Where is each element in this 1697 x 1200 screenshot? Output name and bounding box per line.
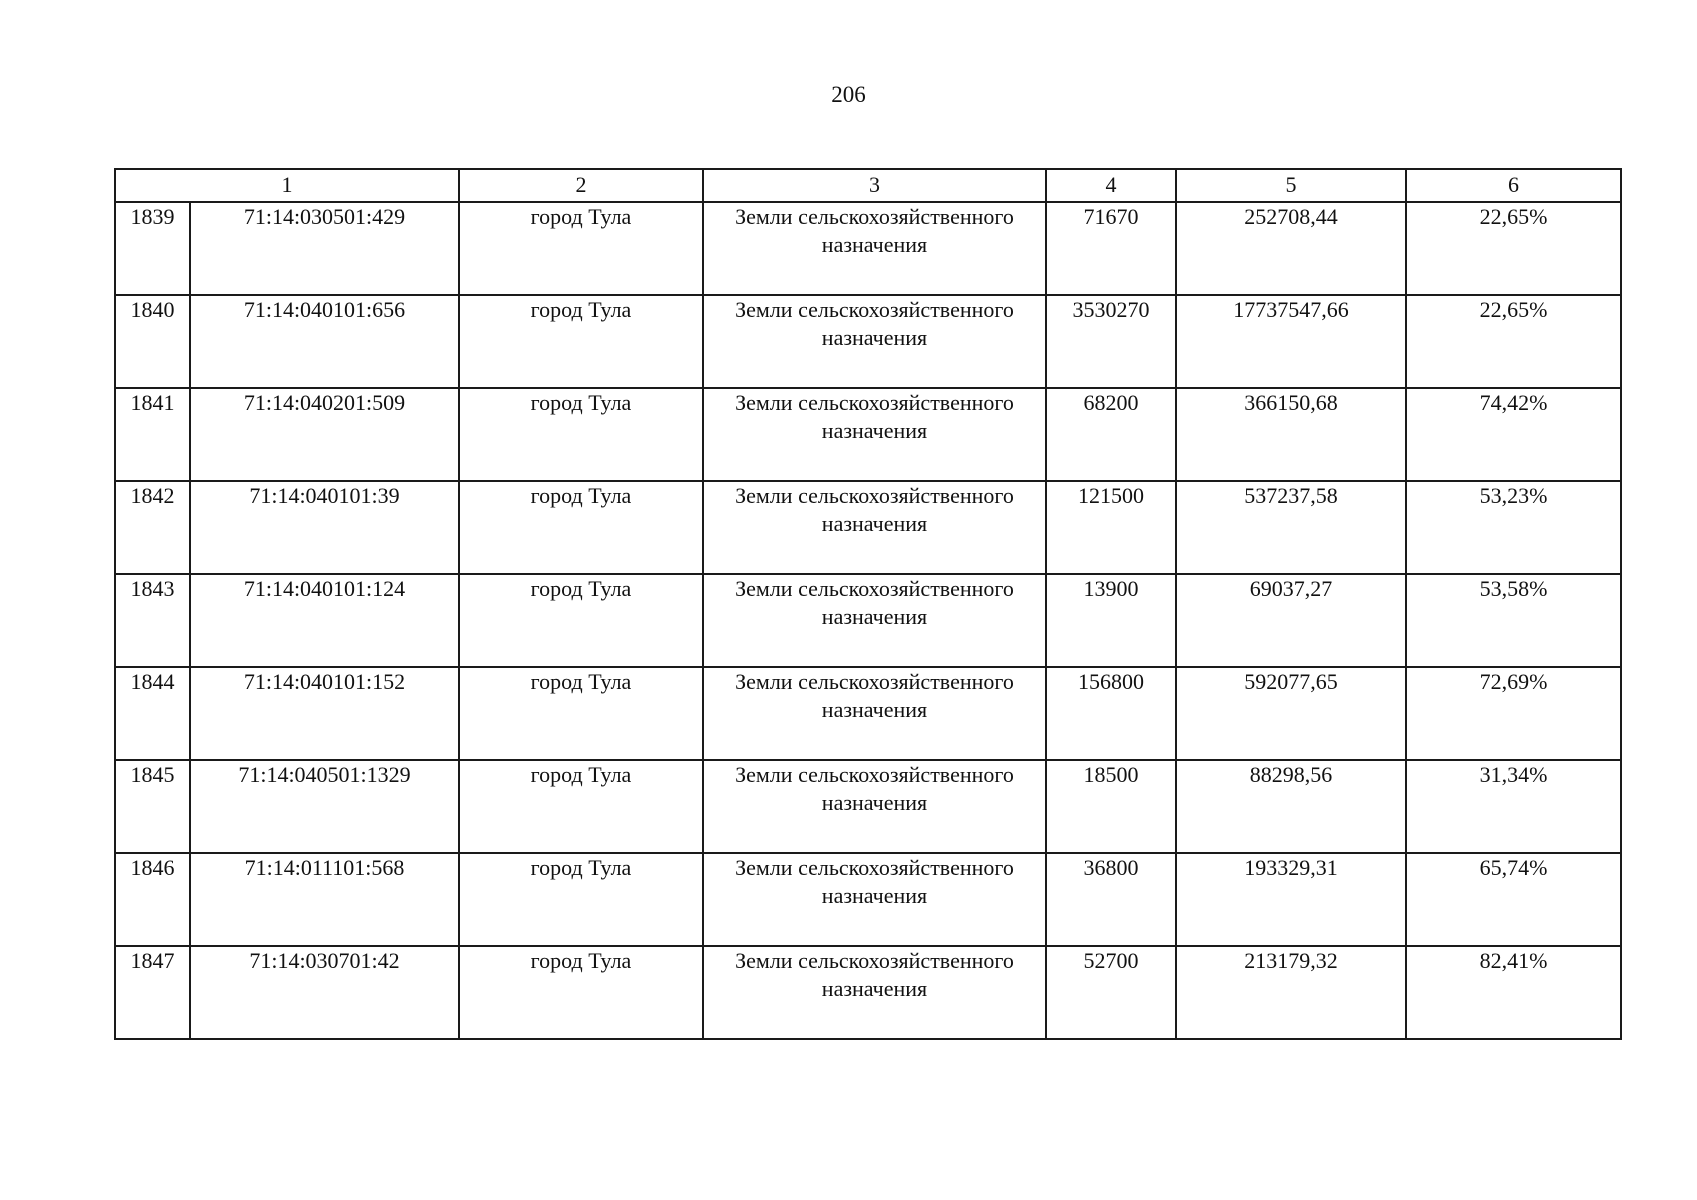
- percent-cell: 22,65%: [1406, 202, 1621, 295]
- land-category-cell: [703, 574, 1046, 667]
- cadastral-number-cell: 71:14:040201:509: [190, 388, 459, 481]
- area-cell: 52700: [1046, 946, 1176, 1039]
- table-row: [115, 481, 1621, 574]
- land-category-cell: [703, 295, 1046, 388]
- percent-cell: 72,69%: [1406, 667, 1621, 760]
- city-cell: город Тула: [459, 574, 703, 667]
- area-cell: 3530270: [1046, 295, 1176, 388]
- land-category-line-1: Земли сельскохозяйственного: [735, 576, 1014, 601]
- row-number-cell: 1844: [115, 667, 190, 760]
- land-category-line-2: назначения: [821, 325, 928, 350]
- column-header-2: 2: [459, 169, 703, 202]
- column-header-3: 3: [703, 169, 1046, 202]
- city-cell: город Тула: [459, 295, 703, 388]
- land-category-line-2: назначения: [821, 697, 928, 722]
- land-category-cell: [703, 667, 1046, 760]
- area-cell: 121500: [1046, 481, 1176, 574]
- land-category-line-1: Земли сельскохозяйственного: [735, 948, 1014, 973]
- land-category-line-2: назначения: [821, 883, 928, 908]
- city-cell: город Тула: [459, 667, 703, 760]
- table-row: [115, 202, 1621, 295]
- land-category-line-1: Земли сельскохозяйственного: [735, 390, 1014, 415]
- table-row: [115, 388, 1621, 481]
- percent-cell: 53,23%: [1406, 481, 1621, 574]
- cadastral-value-cell: 88298,56: [1176, 760, 1406, 853]
- area-cell: 156800: [1046, 667, 1176, 760]
- column-header-4: 4: [1046, 169, 1176, 202]
- cadastral-value-cell: 69037,27: [1176, 574, 1406, 667]
- table-row: [115, 946, 1621, 1039]
- cadastral-value-cell: 366150,68: [1176, 388, 1406, 481]
- city-cell: город Тула: [459, 388, 703, 481]
- table-header-row: [115, 169, 1621, 202]
- row-number-cell: 1840: [115, 295, 190, 388]
- percent-cell: 74,42%: [1406, 388, 1621, 481]
- land-category-line-2: назначения: [821, 604, 928, 629]
- cadastral-number-cell: 71:14:040501:1329: [190, 760, 459, 853]
- cadastral-value-cell: 537237,58: [1176, 481, 1406, 574]
- land-category-cell: [703, 946, 1046, 1039]
- percent-cell: 31,34%: [1406, 760, 1621, 853]
- land-category-cell: [703, 481, 1046, 574]
- land-category-line-2: назначения: [821, 976, 928, 1001]
- area-cell: 18500: [1046, 760, 1176, 853]
- column-header-5: 5: [1176, 169, 1406, 202]
- cadastral-value-cell: 213179,32: [1176, 946, 1406, 1039]
- row-number-cell: 1845: [115, 760, 190, 853]
- area-cell: 36800: [1046, 853, 1176, 946]
- page-number: 206: [831, 82, 866, 107]
- cadastral-number-cell: 71:14:011101:568: [190, 853, 459, 946]
- land-category-line-1: Земли сельскохозяйственного: [735, 483, 1014, 508]
- city-cell: город Тула: [459, 760, 703, 853]
- row-number-cell: 1847: [115, 946, 190, 1039]
- table-row: [115, 760, 1621, 853]
- cadastral-number-cell: 71:14:040101:124: [190, 574, 459, 667]
- area-cell: 13900: [1046, 574, 1176, 667]
- land-category-line-1: Земли сельскохозяйственного: [735, 855, 1014, 880]
- percent-cell: 22,65%: [1406, 295, 1621, 388]
- land-category-line-1: Земли сельскохозяйственного: [735, 669, 1014, 694]
- table-row: [115, 574, 1621, 667]
- percent-cell: 65,74%: [1406, 853, 1621, 946]
- city-cell: город Тула: [459, 202, 703, 295]
- row-number-cell: 1843: [115, 574, 190, 667]
- city-cell: город Тула: [459, 481, 703, 574]
- land-category-cell: [703, 202, 1046, 295]
- land-category-line-2: назначения: [821, 511, 928, 536]
- land-category-line-2: назначения: [821, 418, 928, 443]
- area-cell: 68200: [1046, 388, 1176, 481]
- cadastral-number-cell: 71:14:030501:429: [190, 202, 459, 295]
- land-category-line-2: назначения: [821, 232, 928, 257]
- city-cell: город Тула: [459, 853, 703, 946]
- cadastral-number-cell: 71:14:040101:152: [190, 667, 459, 760]
- land-category-cell: [703, 853, 1046, 946]
- land-category-line-1: Земли сельскохозяйственного: [735, 204, 1014, 229]
- land-category-cell: [703, 388, 1046, 481]
- cadastral-value-cell: 252708,44: [1176, 202, 1406, 295]
- table-row: [115, 295, 1621, 388]
- percent-cell: 53,58%: [1406, 574, 1621, 667]
- city-cell: город Тула: [459, 946, 703, 1039]
- row-number-cell: 1841: [115, 388, 190, 481]
- table-row: [115, 853, 1621, 946]
- column-header-6: 6: [1406, 169, 1621, 202]
- table-row: [115, 667, 1621, 760]
- percent-cell: 82,41%: [1406, 946, 1621, 1039]
- cadastral-number-cell: 71:14:030701:42: [190, 946, 459, 1039]
- row-number-cell: 1842: [115, 481, 190, 574]
- row-number-cell: 1839: [115, 202, 190, 295]
- land-category-line-1: Земли сельскохозяйственного: [735, 762, 1014, 787]
- cadastral-number-cell: 71:14:040101:39: [190, 481, 459, 574]
- land-category-line-1: Земли сельскохозяйственного: [735, 297, 1014, 322]
- cadastral-value-cell: 592077,65: [1176, 667, 1406, 760]
- cadastral-number-cell: 71:14:040101:656: [190, 295, 459, 388]
- cadastral-value-cell: 193329,31: [1176, 853, 1406, 946]
- land-category-line-2: назначения: [821, 790, 928, 815]
- area-cell: 71670: [1046, 202, 1176, 295]
- cadastral-value-cell: 17737547,66: [1176, 295, 1406, 388]
- row-number-cell: 1846: [115, 853, 190, 946]
- land-category-cell: [703, 760, 1046, 853]
- land-plots-table: [114, 168, 1622, 1040]
- column-header-1: 1: [115, 169, 459, 202]
